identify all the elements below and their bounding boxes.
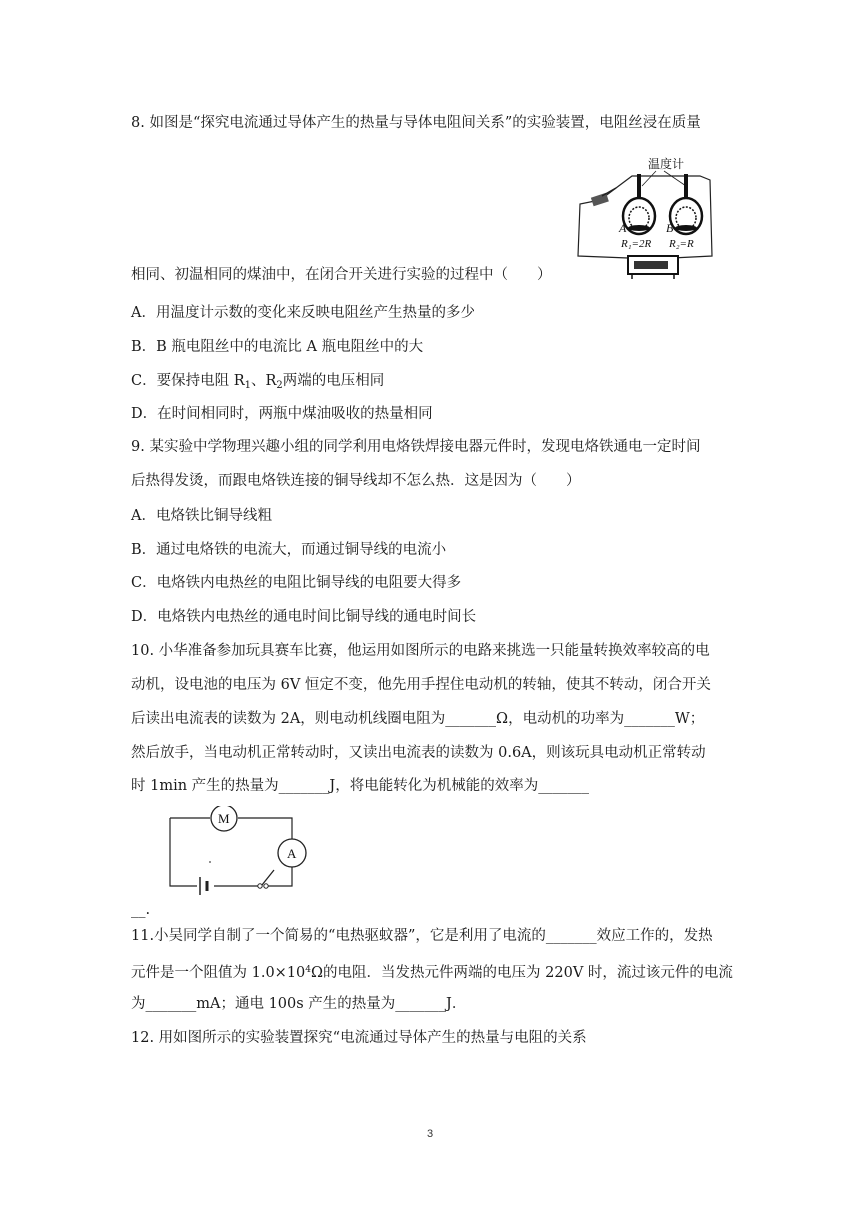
thermometer-label: 温度计	[648, 157, 685, 171]
q8-circuit-figure	[572, 152, 722, 288]
q9-option-a: A．电烙铁比铜导线粗	[131, 508, 272, 524]
r2-label: R₂=R	[669, 238, 694, 250]
subscript-2: 2	[276, 380, 283, 391]
q9-stem-line-1: 9. 某实验中学物理兴趣小组的同学利用电烙铁焊接电器元件时，发现电烙铁通电一定时间	[131, 439, 701, 455]
q11-line-2-start: 元件是一个阻值为 1.0×10	[131, 965, 306, 981]
subscript-1: 1	[244, 380, 251, 391]
q10-circuit-diagram	[162, 806, 312, 896]
q10-circuit-figure	[162, 806, 312, 896]
q8-option-b: B．B 瓶电阻丝中的电流比 A 瓶电阻丝中的大	[131, 339, 424, 355]
q10-stem-line-4: 然后放手，当电动机正常转动时，又读出电流表的读数为 0.6A，则该玩具电动机正常转动	[131, 745, 706, 761]
q11-line-2-end: Ω的电阻．当发热元件两端的电压为 220V 时，流过该元件的电流	[311, 965, 733, 981]
bottle-b-label: B	[666, 221, 674, 235]
q8-circuit-diagram	[572, 152, 722, 288]
q10-tail: __.	[131, 902, 151, 918]
q8-option-c-end: 两端的电压相同	[282, 373, 385, 389]
q9-option-b: B．通过电烙铁的电流大，而通过铜导线的电流小	[131, 542, 447, 558]
q10-stem-line-2: 动机，设电池的电压为 6V 恒定不变，他先用手捏住电动机的转轴，使其不转动，闭合开关	[131, 677, 711, 693]
q11-stem-line-3: 为_______mA；通电 100s 产生的热量为_______J．	[131, 996, 467, 1012]
q8-stem-line-1: 8. 如图是“探究电流通过导体产生的热量与导体电阻间关系”的实验装置，电阻丝浸在质量	[131, 115, 701, 131]
r1-label: R₁=2R	[621, 238, 652, 250]
q8-option-c	[131, 371, 384, 396]
q11-stem-line-1: 11.小吴同学自制了一个简易的“电热驱蚊器”，它是利用了电流的_______效应工作的，发热	[131, 928, 713, 944]
q9-option-c: C．电烙铁内电热丝的电阻比铜导线的电阻要大得多	[131, 575, 462, 591]
q8-option-d: D．在时间相同时，两瓶中煤油吸收的热量相同	[131, 406, 433, 422]
q8-option-a: A．用温度计示数的变化来反映电阻丝产生热量的多少	[131, 305, 475, 321]
q12-stem-line-1: 12. 用如图所示的实验装置探究“电流通过导体产生的热量与电阻的关系	[131, 1030, 587, 1046]
q8-option-c-mid: 、R	[251, 373, 277, 389]
q11-stem-line-2	[131, 960, 733, 983]
superscript-4: 4	[305, 965, 312, 975]
q8-option-c-text: C．要保持电阻 R	[131, 373, 245, 389]
q8-stem-line-2: 相同、初温相同的煤油中，在闭合开关进行实验的过程中（ ）	[131, 267, 552, 283]
bottle-a-label: A	[619, 221, 627, 235]
q10-stem-line-5: 时 1min 产生的热量为_______J，将电能转化为机械能的效率为_______	[131, 778, 589, 794]
page-number: 3	[426, 1128, 434, 1140]
q10-stem-line-3: 后读出电流表的读数为 2A，则电动机线圈电阻为_______Ω，电动机的功率为_______W；	[131, 711, 705, 727]
motor-label: M	[218, 811, 230, 826]
q10-stem-line-1: 10. 小华准备参加玩具赛车比赛，他运用如图所示的电路来挑选一只能量转换效率较高的电	[131, 643, 710, 659]
ammeter-label: A	[287, 846, 297, 861]
q9-stem-line-2: 后热得发烫，而跟电烙铁连接的铜导线却不怎么热．这是因为（ ）	[131, 473, 581, 489]
q9-option-d: D．电烙铁内电热丝的通电时间比铜导线的通电时间长	[131, 609, 477, 625]
